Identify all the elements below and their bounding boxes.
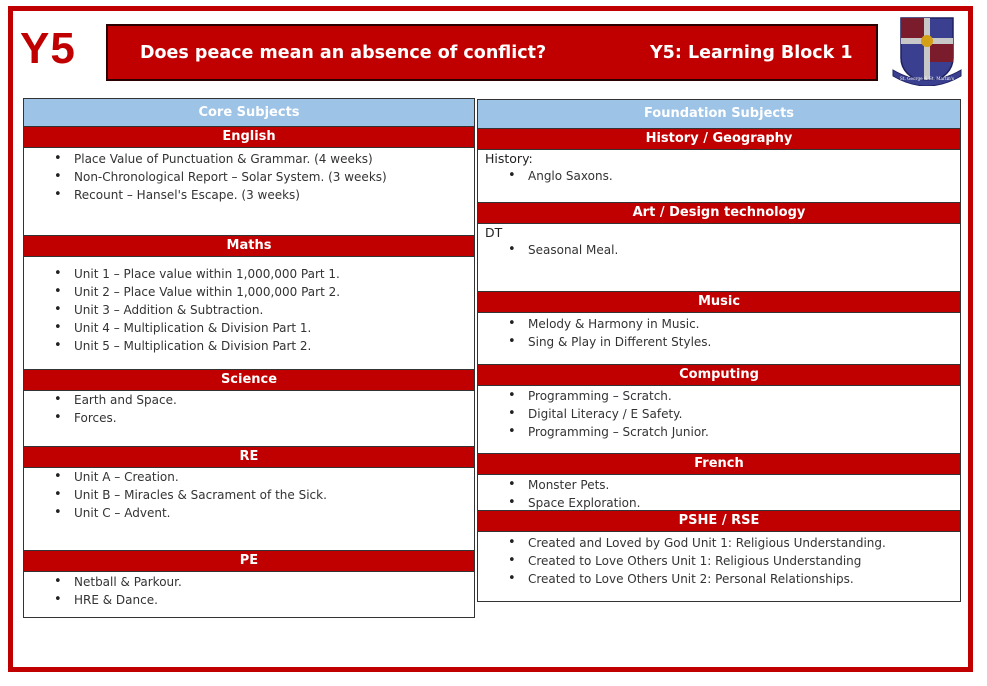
list-item: • Recount – Hansel's Escape. (3 weeks): [24, 186, 474, 204]
music-body: [478, 313, 960, 363]
list-item: • Netball & Parkour.: [24, 573, 474, 591]
list-item: • Unit 4 – Multiplication & Division Part 1.: [24, 319, 474, 337]
history-geography-body: [478, 150, 960, 202]
list-item: • Place Value of Punctuation & Grammar. (4 weeks): [24, 150, 474, 168]
dt-label: DT: [485, 225, 503, 240]
computing-heading: Computing: [478, 364, 960, 386]
list-item: • Space Exploration.: [478, 494, 960, 512]
list-item: • Non-Chronological Report – Solar System. (3 weeks): [24, 168, 474, 186]
art-dt-heading: Art / Design technology: [478, 202, 960, 224]
list-item: • Monster Pets.: [478, 476, 960, 494]
list-item: • Unit B – Miracles & Sacrament of the Sick.: [24, 486, 474, 504]
pshe-rse-body: [478, 532, 960, 602]
list-item: • Unit C – Advent.: [24, 504, 474, 522]
big-question: Does peace mean an absence of conflict?: [140, 43, 547, 63]
learning-block: Y5: Learning Block 1: [650, 43, 853, 63]
re-heading: RE: [24, 446, 474, 468]
computing-body: [478, 386, 960, 452]
list-item: • Melody & Harmony in Music.: [478, 315, 960, 333]
pshe-rse-heading: PSHE / RSE: [478, 510, 960, 532]
science-body: [24, 391, 474, 447]
list-item: • Unit 2 – Place Value within 1,000,000 Part 2.: [24, 283, 474, 301]
year-label: Y5: [20, 24, 76, 73]
list-item: • Unit A – Creation.: [24, 468, 474, 486]
pe-heading: PE: [24, 550, 474, 572]
core-subjects-column: [23, 98, 475, 618]
french-body: [478, 475, 960, 511]
list-item: • HRE & Dance.: [24, 591, 474, 609]
list-item: • Unit 5 – Multiplication & Division Part 2.: [24, 337, 474, 355]
history-geography-heading: History / Geography: [478, 128, 960, 150]
list-item: • Created and Loved by God Unit 1: Religious Understanding.: [478, 534, 960, 552]
list-item: • Sing & Play in Different Styles.: [478, 333, 960, 351]
english-heading: English: [24, 126, 474, 148]
list-item: • Digital Literacy / E Safety.: [478, 405, 960, 423]
french-heading: French: [478, 453, 960, 475]
music-heading: Music: [478, 291, 960, 313]
list-item: • Unit 1 – Place value within 1,000,000 Part 1.: [24, 265, 474, 283]
list-item: • Forces.: [24, 409, 474, 427]
list-item: • Seasonal Meal.: [478, 241, 960, 259]
list-item: • Created to Love Others Unit 1: Religious Understanding: [478, 552, 960, 570]
list-item: • Unit 3 – Addition & Subtraction.: [24, 301, 474, 319]
list-item: • Programming – Scratch.: [478, 387, 960, 405]
core-subjects-title: Core Subjects: [24, 99, 474, 127]
art-dt-body: [478, 224, 960, 290]
maths-heading: Maths: [24, 235, 474, 257]
list-item: • Earth and Space.: [24, 391, 474, 409]
title-banner: [106, 24, 878, 81]
foundation-subjects-title: Foundation Subjects: [478, 100, 960, 129]
science-heading: Science: [24, 369, 474, 391]
crest-motto: St. George & St. Martin's: [899, 76, 955, 81]
list-item: • Created to Love Others Unit 2: Personal Relationships.: [478, 570, 960, 588]
pe-body: [24, 572, 474, 618]
re-body: [24, 468, 474, 550]
maths-body: [24, 257, 474, 367]
school-crest-icon: [891, 14, 963, 86]
english-body: [24, 149, 474, 235]
foundation-subjects-column: [477, 99, 961, 602]
list-item: • Programming – Scratch Junior.: [478, 423, 960, 441]
list-item: • Anglo Saxons.: [478, 167, 960, 185]
history-label: History:: [485, 151, 533, 166]
